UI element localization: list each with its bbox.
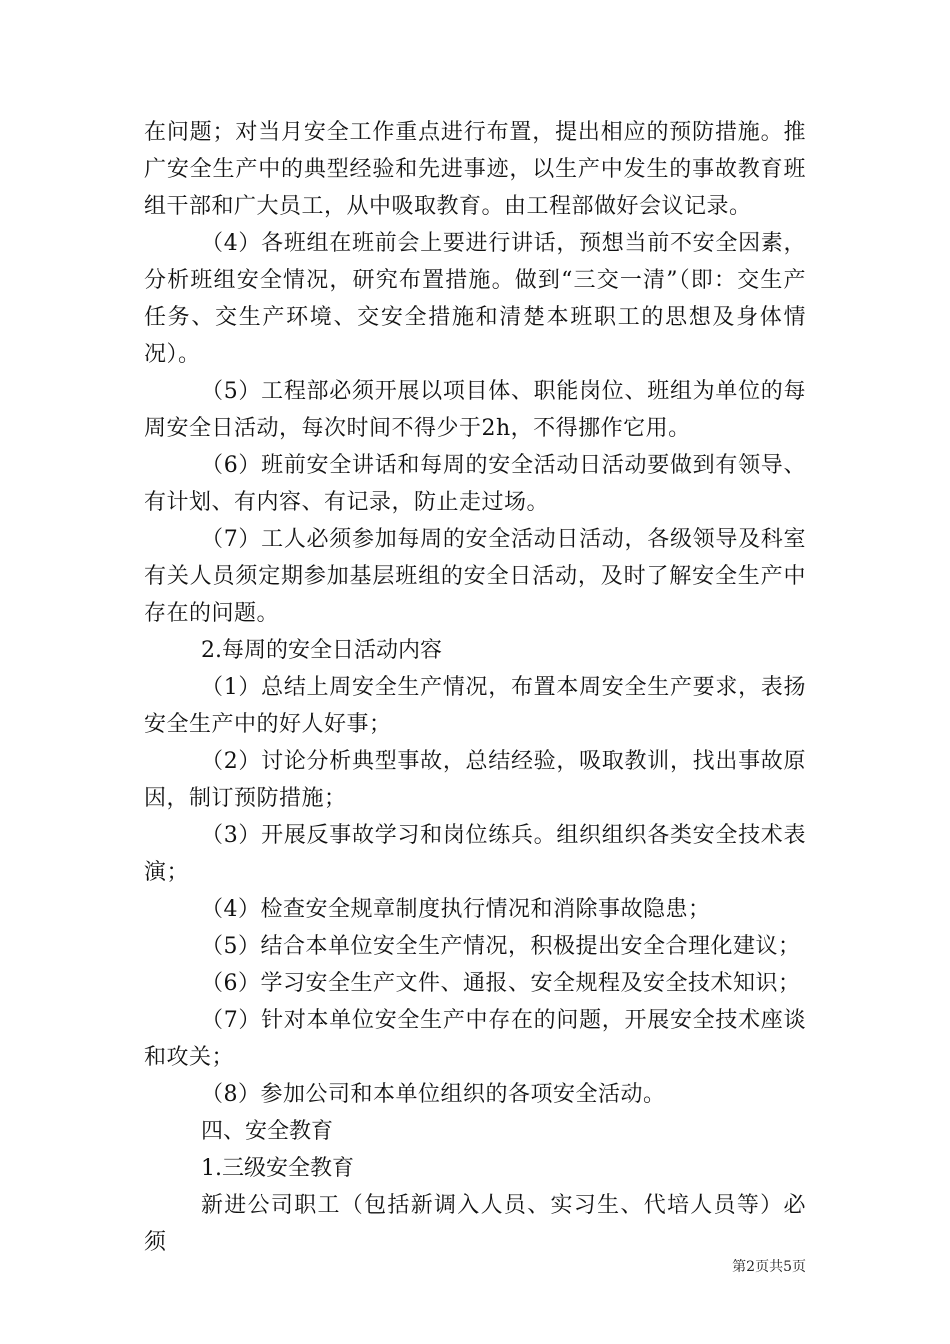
paragraph-3: （5）工程部必须开展以项目体、职能岗位、班组为单位的每周安全日活动，每次时间不得少于2h，不得挪作它用。 (144, 379, 806, 441)
paragraph-5: （7）工人必须参加每周的安全活动日活动，各级领导及科室有关人员须定期参加基层班组的安全日活动，及时了解安全生产中存在的问题。 (144, 527, 806, 626)
page-number-footer: 第2页共5页 (732, 1259, 806, 1275)
paragraph-17: 新进公司职工（包括新调入人员、实习生、代培人员等）必须 (144, 1193, 806, 1255)
section-heading-safety-education: 四、安全教育 (201, 1119, 334, 1144)
paragraph-13: （7）针对本单位安全生产中存在的问题，开展安全技术座谈和攻关； (144, 1008, 806, 1070)
paragraph-8: （2）讨论分析典型事故，总结经验，吸取教训，找出事故原因，制订预防措施； (144, 749, 806, 811)
document-body (144, 114, 806, 1261)
paragraph-7: （1）总结上周安全生产情况，布置本周安全生产要求，表扬安全生产中的好人好事； (144, 675, 806, 737)
paragraph-10: （4）检查安全规章制度执行情况和消除事故隐患； (201, 897, 711, 922)
subsection-heading-three-level-education: 1.三级安全教育 (201, 1156, 354, 1181)
paragraph-4: （6）班前安全讲话和每周的安全活动日活动要做到有领导、有计划、有内容、有记录，防止走过场。 (144, 453, 806, 515)
paragraph-14: （8）参加公司和本单位组织的各项安全活动。 (201, 1082, 666, 1107)
paragraph-2: （4）各班组在班前会上要进行讲话，预想当前不安全因素，分析班组安全情况，研究布置措施。做到“三交一清”（即：交生产任务、交生产环境、交安全措施和清楚本班职工的思想及身体情况）。 (144, 231, 806, 367)
section-heading-weekly-activities: 2.每周的安全日活动内容 (201, 638, 442, 663)
paragraph-9: （3）开展反事故学习和岗位练兵。组织组织各类安全技术表演； (144, 823, 806, 885)
paragraph-1: 在问题；对当月安全工作重点进行布置，提出相应的预防措施。推广安全生产中的典型经验和先进事迹，以生产中发生的事故教育班组干部和广大员工，从中吸取教育。由工程部做好会议记录。 (144, 120, 806, 219)
paragraph-11: （5）结合本单位安全生产情况，积极提出安全合理化建议； (201, 934, 801, 959)
paragraph-12: （6）学习安全生产文件、通报、安全规程及安全技术知识； (201, 971, 801, 996)
